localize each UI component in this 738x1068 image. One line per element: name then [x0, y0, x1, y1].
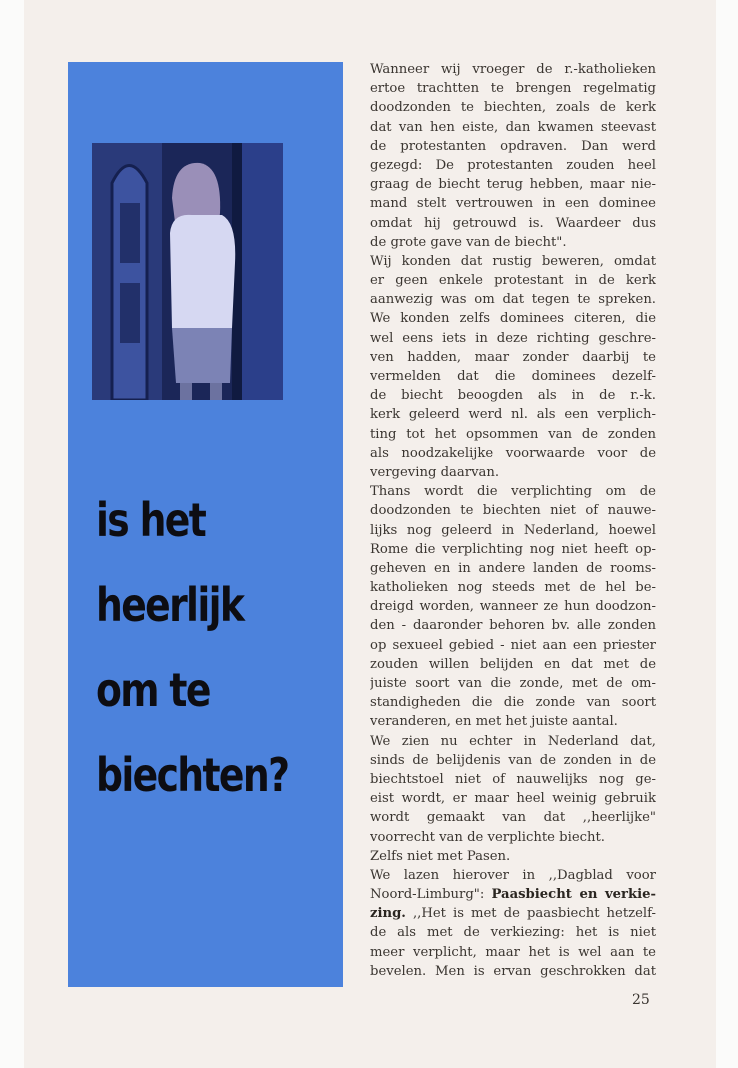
text-line	[370, 214, 656, 233]
text-span: voorrecht van de verplichte biecht.	[370, 829, 605, 845]
text-line	[370, 271, 656, 290]
text-line	[370, 137, 656, 156]
text-span: bevelen. Men is ervan geschrokken dat	[370, 963, 656, 979]
text-line	[370, 348, 656, 367]
text-span: Wanneer wij vroeger de r.-katholieken	[370, 62, 656, 77]
text-span: lijks nog geleerd in Nederland, hoewel	[370, 522, 656, 538]
text-line	[370, 847, 656, 866]
text-line	[370, 329, 656, 348]
photo-woman-at-confessional	[92, 143, 283, 400]
text-line	[370, 616, 656, 635]
text-span: zouden willen belijden en dat met de	[370, 656, 656, 672]
text-span: Rome die verplichting nog niet heeft op-	[370, 541, 656, 557]
text-span: We lazen hierover in ,,Dagblad voor	[370, 867, 656, 883]
text-line	[370, 156, 656, 175]
text-span: biechtstoel niet of nauwelijks nog ge-	[370, 771, 656, 787]
text-line	[370, 405, 656, 424]
text-span: kerk geleerd werd nl. als een verplich-	[370, 407, 656, 423]
text-line	[370, 425, 656, 444]
text-line	[370, 386, 656, 405]
text-span: meer verplicht, maar het is wel aan te	[370, 944, 656, 960]
headline-line: heerlijk	[96, 578, 244, 632]
text-line	[370, 444, 656, 463]
text-line	[370, 751, 656, 770]
text-span: Wij konden dat rustig beweren, omdat	[370, 253, 656, 269]
text-line	[370, 828, 656, 847]
text-span: mand stelt vertrouwen in een dominee	[370, 196, 656, 212]
text-span: als noodzakelijke voorwaarde voor de	[370, 445, 656, 461]
text-span: omdat hij getrouwd is. Waardeer dus	[370, 215, 656, 231]
text-line	[370, 770, 656, 789]
text-line	[370, 501, 656, 520]
text-line	[370, 655, 656, 674]
page-number: 25	[632, 992, 650, 1008]
text-line	[370, 79, 656, 98]
text-line	[370, 175, 656, 194]
text-span: Noord-Limburg":	[370, 887, 492, 903]
bold-heading-text: Paasbiecht en verkie-	[491, 887, 656, 903]
photo-illustration	[92, 143, 283, 400]
text-line	[370, 943, 656, 962]
headline-line: om te	[96, 663, 210, 717]
text-span: ven hadden, maar zonder daarbij te	[370, 349, 656, 365]
text-span: aanwezig was om dat tegen te spreken.	[370, 292, 656, 308]
text-span: standigheden die die zonde van soort	[370, 695, 656, 711]
text-line	[370, 367, 656, 386]
text-span: gezegd: De protestanten zouden heel	[370, 157, 656, 173]
text-span: juiste soort van die zonde, met de om-	[370, 676, 656, 691]
text-line	[370, 866, 656, 885]
text-line	[370, 578, 656, 597]
text-span: de biecht beoogden als in de r.-k.	[370, 388, 656, 404]
text-span: de als met de verkiezing: het is niet	[370, 925, 656, 941]
text-span: ,,Het is met de paasbiecht hetzelf-	[405, 906, 656, 922]
text-line	[370, 521, 656, 540]
text-span: wordt gemaakt van dat ,,heerlijke"	[370, 810, 656, 826]
text-line	[370, 789, 656, 808]
text-span: ertoe trachtten te brengen regelmatig	[370, 81, 656, 97]
text-line	[370, 309, 656, 328]
text-span: Thans wordt die verplichting om de	[370, 484, 656, 500]
text-span: de grote gave van de biecht".	[370, 234, 567, 250]
text-span: graag de biecht terug hebben, maar nie-	[370, 177, 656, 193]
text-span: eist wordt, er maar heel weinig gebruik	[370, 791, 656, 807]
text-span: de protestanten opdraven. Dan werd	[370, 138, 656, 154]
text-span: geheven en in andere landen de rooms-	[370, 560, 656, 576]
text-line	[370, 962, 656, 981]
text-line	[370, 885, 656, 904]
article-body	[370, 60, 656, 981]
text-line	[370, 597, 656, 616]
bold-heading-text: zing.	[370, 906, 406, 922]
headline-line: is het	[96, 493, 206, 547]
text-line	[370, 252, 656, 271]
text-span: veranderen, en met het juiste aantal.	[370, 714, 618, 730]
text-line	[370, 693, 656, 712]
text-span: den - daaronder behoren bv. alle zonden	[370, 618, 656, 634]
text-span: Zelfs niet met Pasen.	[370, 848, 511, 864]
text-line	[370, 60, 656, 79]
text-line	[370, 118, 656, 137]
text-span: ting tot het opsommen van de zonden	[370, 426, 656, 442]
text-span: sinds de belijdenis van de zonden in de	[370, 752, 656, 768]
text-line	[370, 194, 656, 213]
text-line	[370, 540, 656, 559]
text-line	[370, 904, 656, 923]
text-span: doodzonden te biechten niet of nauwe-	[370, 503, 656, 519]
text-span: dat van hen eiste, dan kwamen steevast	[370, 119, 656, 135]
text-line	[370, 233, 656, 252]
text-line	[370, 482, 656, 501]
text-line	[370, 463, 656, 482]
text-span: vergeving daarvan.	[370, 464, 500, 480]
headline	[96, 478, 288, 818]
text-line	[370, 808, 656, 827]
text-span: dreigd worden, wanneer ze hun doodzon-	[370, 599, 656, 615]
text-line	[370, 674, 656, 693]
text-span: vermelden dat die dominees dezelf-	[370, 369, 656, 384]
text-line	[370, 98, 656, 117]
headline-line: biechten?	[96, 748, 289, 802]
text-span: doodzonden te biechten, zoals de kerk	[370, 100, 656, 116]
text-span: wel eens iets in deze richting geschre-	[370, 330, 656, 346]
text-span: er geen enkele protestant in de kerk	[370, 273, 656, 289]
text-span: We konden zelfs dominees citeren, die	[370, 311, 656, 327]
text-line	[370, 559, 656, 578]
text-line	[370, 923, 656, 942]
text-span: katholieken nog steeds met de hel be-	[370, 580, 656, 596]
text-line	[370, 732, 656, 751]
text-line	[370, 636, 656, 655]
text-span: We zien nu echter in Nederland dat,	[370, 733, 656, 749]
text-span: op sexueel gebied - niet aan een priester	[370, 637, 656, 653]
text-line	[370, 290, 656, 309]
text-line	[370, 712, 656, 731]
